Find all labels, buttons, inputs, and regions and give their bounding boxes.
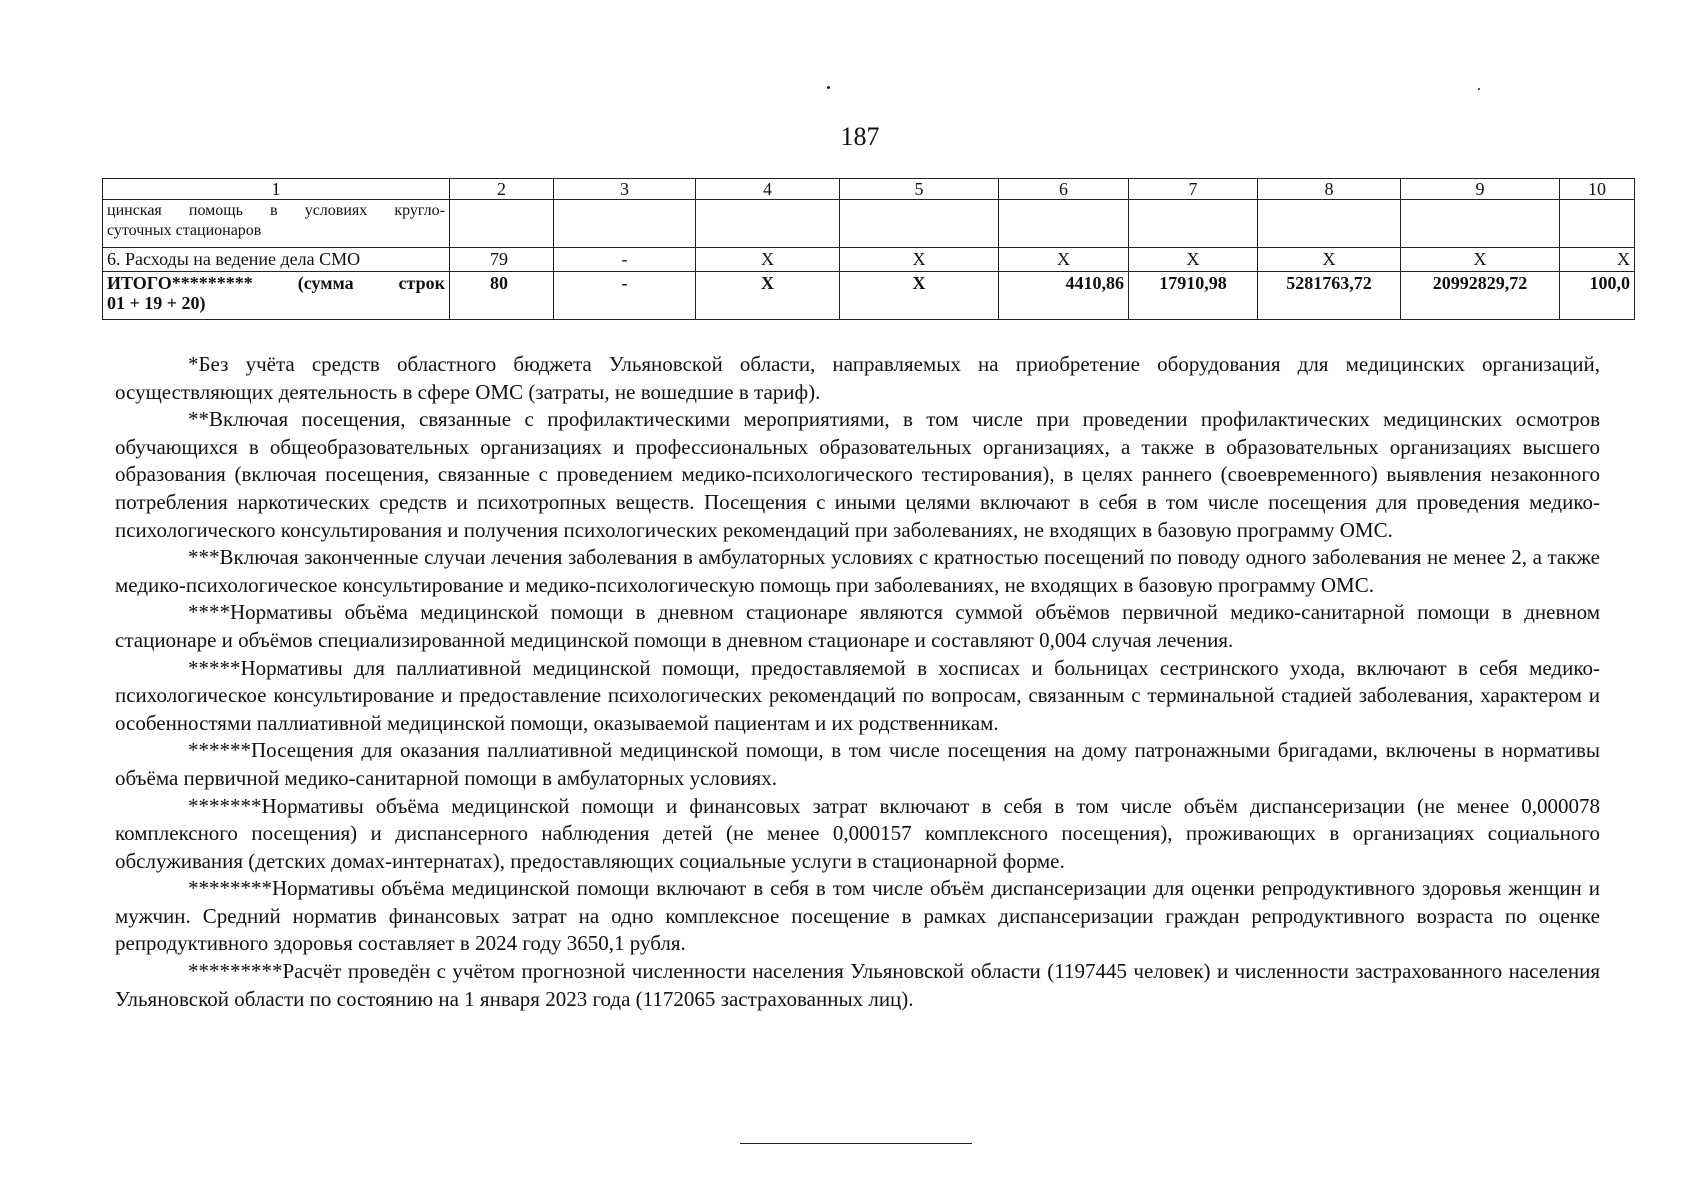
data-table bbox=[102, 178, 1635, 320]
table-cell: X bbox=[1401, 248, 1560, 272]
row-label-line: цинская помощь в условиях кругло- bbox=[107, 202, 445, 219]
footnote: *******Нормативы объёма медицинской помощи и финансовых затрат включают в себя в том числе объём диспансеризации (не менее 0,000078 комплексного посещения) и диспансерного наблюдения детей (не менее 0,000157 комплексного посещения), проживающих в организациях социального обслуживания (детских домах-интернатах), предоставляющих социальные услуги в стационарной форме. bbox=[115, 793, 1600, 873]
column-number: 7 bbox=[1129, 179, 1258, 200]
footnote: *Без учёта средств областного бюджета Ульяновской области, направляемых на приобретение оборудования для медицинских организаций, осуществляющих деятельность в сфере ОМС (затраты, не вошедшие в тариф). bbox=[115, 352, 1600, 404]
footnote: ***Включая законченные случаи лечения заболевания в амбулаторных условиях с кратностью посещений по поводу одного заболевания не менее 2, а также медико-психологическое консультирование и медико-психологическую помощь при заболеваниях, не входящих в базовую программу ОМС. bbox=[115, 545, 1600, 597]
table-cell bbox=[1401, 200, 1560, 248]
table-row bbox=[103, 248, 1635, 272]
table-cell: X bbox=[1129, 248, 1258, 272]
table-cell bbox=[999, 200, 1129, 248]
table-cell: X bbox=[999, 248, 1129, 272]
column-number: 3 bbox=[554, 179, 696, 200]
column-number: 5 bbox=[840, 179, 999, 200]
scan-speck bbox=[827, 86, 830, 89]
table-cell: - bbox=[554, 248, 696, 272]
table-cell: X bbox=[1560, 248, 1635, 272]
column-number: 4 bbox=[696, 179, 840, 200]
table-cell: X bbox=[696, 272, 840, 320]
footnote: *****Нормативы для паллиативной медицинской помощи, предоставляемой в хосписах и больницах сестринского ухода, включают в себя медико-психологическое консультирование и предоставление психологических рекомендаций по вопросам, связанным с терминальной стадией заболевания, характером и особенностями паллиативной медицинской помощи, оказываемой пациентам и их родственникам. bbox=[115, 655, 1600, 735]
row-label bbox=[103, 272, 450, 320]
row-label-line: 6. Расходы на ведение дела СМО bbox=[107, 249, 361, 269]
row-label-line: 01 + 19 + 20) bbox=[107, 293, 206, 313]
row-label bbox=[103, 200, 450, 248]
table-cell: 80 bbox=[450, 272, 554, 320]
column-number: 2 bbox=[450, 179, 554, 200]
table-cell bbox=[1258, 200, 1401, 248]
footnote: ****Нормативы объёма медицинской помощи в дневном стационаре являются суммой объёмов первичной медико-санитарной помощи в дневном стационаре и объёмов специализированной медицинской помощи в дневном стационаре и составляют 0,004 случая лечения. bbox=[115, 600, 1600, 652]
table-cell: X bbox=[840, 272, 999, 320]
table-cell: 79 bbox=[450, 248, 554, 272]
closing-rule bbox=[740, 1143, 972, 1144]
column-number: 6 bbox=[999, 179, 1129, 200]
table-cell bbox=[696, 200, 840, 248]
table-row-total bbox=[103, 272, 1635, 320]
column-number: 9 bbox=[1401, 179, 1560, 200]
footnote: *********Расчёт проведён с учётом прогнозной численности населения Ульяновской области (1197445 человек) и численности застрахованного населения Ульяновской области по состоянию на 1 января 2023 года (1172065 застрахованных лиц). bbox=[115, 959, 1600, 1011]
footnote: ********Нормативы объёма медицинской помощи включают в себя в том числе объём диспансеризации для оценки репродуктивного здоровья женщин и мужчин. Средний норматив финансовых затрат на одно комплексное посещение в рамках диспансеризации граждан репродуктивного возраста по оценке репродуктивного здоровья составляет в 2024 году 3650,1 рубля. bbox=[115, 876, 1600, 956]
scan-speck bbox=[1478, 88, 1480, 90]
table-cell: X bbox=[696, 248, 840, 272]
footnote: ******Посещения для оказания паллиативной медицинской помощи, в том числе посещения на дому патронажными бригадами, включены в нормативы объёма первичной медико-санитарной помощи в амбулаторных условиях. bbox=[115, 738, 1600, 790]
column-number: 1 bbox=[103, 179, 450, 200]
table-cell: X bbox=[1258, 248, 1401, 272]
table-cell bbox=[554, 200, 696, 248]
table-cell: 20992829,72 bbox=[1401, 272, 1560, 320]
table-cell bbox=[1560, 200, 1635, 248]
table-cell: - bbox=[554, 272, 696, 320]
table-row bbox=[103, 200, 1635, 248]
row-label-line: ИТОГО********* (сумма строк bbox=[107, 273, 445, 293]
table-cell bbox=[1129, 200, 1258, 248]
table-cell: 5281763,72 bbox=[1258, 272, 1401, 320]
table-cell bbox=[450, 200, 554, 248]
footnote: **Включая посещения, связанные с профилактическими мероприятиями, в том числе при проведении профилактических медицинских осмотров обучающихся в общеобразовательных организациях и профессиональных образовательных организациях, а также в образовательных организациях высшего образования (включая посещения, связанные с проведением медико-психологического тестирования), в целях раннего (своевременного) выявления незаконного потребления наркотических средств и психотропных веществ. Посещения с иными целями включают в себя в том числе посещения для проведения медико-психологического консультирования и получения психологических рекомендаций при заболеваниях, не входящих в базовую программу ОМС. bbox=[115, 407, 1600, 542]
page-number: 187 bbox=[840, 122, 880, 151]
table-cell: 4410,86 bbox=[999, 272, 1129, 320]
table-cell: X bbox=[840, 248, 999, 272]
footnotes bbox=[115, 351, 1600, 1013]
table-cell: 100,0 bbox=[1560, 272, 1635, 320]
row-label-line: суточных стационаров bbox=[107, 222, 262, 239]
table-cell: 17910,98 bbox=[1129, 272, 1258, 320]
column-number: 8 bbox=[1258, 179, 1401, 200]
row-label bbox=[103, 248, 450, 272]
table-cell bbox=[840, 200, 999, 248]
column-number: 10 bbox=[1560, 179, 1635, 200]
table-header-row bbox=[103, 179, 1635, 200]
